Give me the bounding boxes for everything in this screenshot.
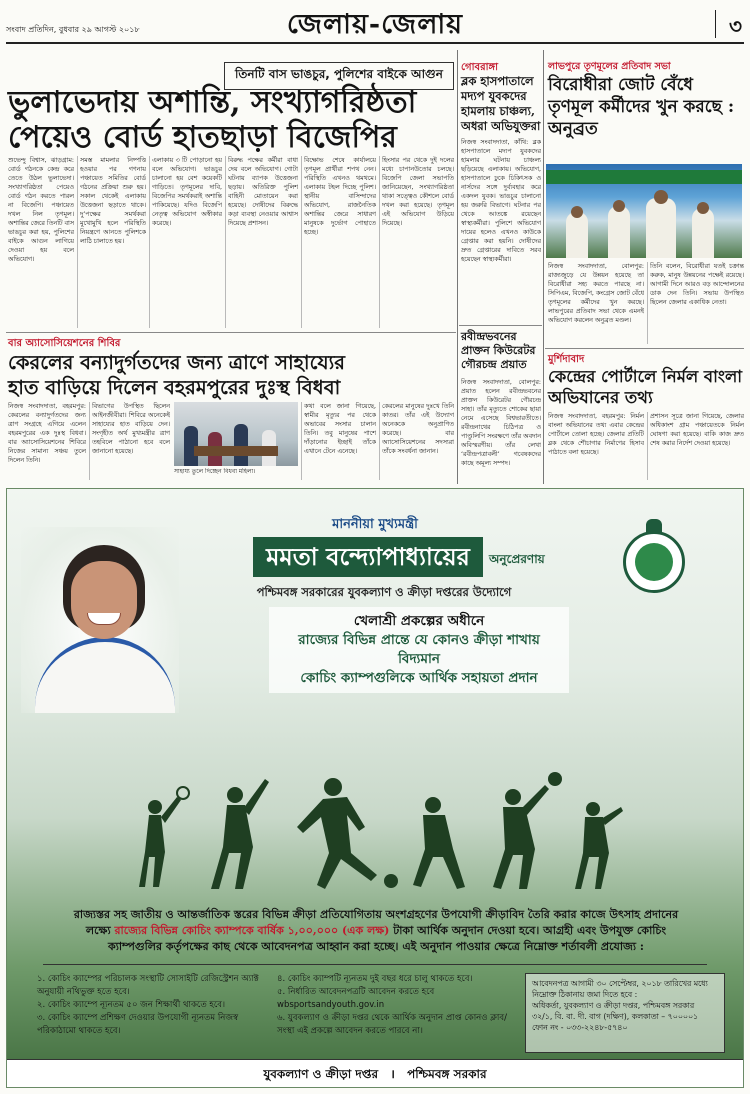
text-column-rule [149,156,150,328]
person-head [697,202,709,214]
rally-photo [546,164,742,258]
text-column-rule [379,156,380,328]
section-divider [545,348,744,349]
section-title: জেলায়-জেলায় [286,9,464,40]
text-column-rule [647,412,648,480]
info-line: অধিকর্তা, যুবকল্যাণ ও ক্রীড়া দপ্তর, পশ্চিমবঙ্গ সরকার [532,1001,695,1010]
ad-body-line: টাকা আর্থিক অনুদান দেওয়া হবে। আগ্রহী এবং উপযুক্ত কোচিং ক্যাম্পগুলির কর্তৃপক্ষের কাছ থেকে [108,924,667,953]
desk [194,446,278,456]
condition-item: ৪. কোচিং ক্যাম্পটি ন্যূনতম দুই বছর ধরে চালু থাকতে হবে। [277,974,473,984]
khelashree-advertisement [6,488,744,1088]
text-column-rule [89,402,90,480]
story-kicker: গোবরাঙ্গা [461,62,499,73]
person-figure [234,424,248,466]
text-column-rule [379,402,380,480]
story-body: সমস্ত মামলার নিষ্পত্তি হওয়ার পর গণনায় পঞ্চায়েত সমিতির বোর্ড গঠনের প্রক্রিয়া শুরু হয়। সকাল থেকেই এলাকায় উত্তেজনা ছড়াতে থাকে। দু’পক্ষের সমর্থকরা মুখোমুখি হলে পরিস্থিতি নিয়ন্ত্রণে আনতে পুলিশকে লাঠি চালাতে হয়। [80,157,146,245]
tennis-player-icon [575,802,623,889]
story-headline[interactable] [8,350,456,400]
emblem-core [635,543,673,581]
person-figure [692,208,714,258]
headline-line: ভুলাভেদায় অশান্তি, সংখ্যাগরিষ্ঠতা [8,85,417,120]
info-line: আবেদনপত্র আগামী ৩০ সেপ্টেম্বর, ২০১৮ তারিখের মধ্যে নিম্নোক্ত ঠিকানায় জমা দিতে হবে : [532,979,708,999]
scheme-line: রাজ্যের বিভিন্ন প্রান্তে যে কোনও ক্রীড়া শাখায় বিদ্যমান [298,632,540,667]
ad-name-tail: অনুপ্রেরণায় [489,552,545,566]
story-body: হিংসার পর থেকে দুই দলের মধ্যে চাপানউতোর চলছে। বিজেপি জেলা সভাপতি জানিয়েছেন, সংখ্যাগরিষ্ঠতা থাকা সত্ত্বেও কৌশলে বোর্ড দখল করা হয়েছে। তৃণমূল এই অভিযোগ উড়িয়ে দিয়েছে। [382,157,454,227]
text-column-rule [647,262,648,344]
story-body: প্রশাসন সূত্রে জানা গিয়েছে, জেলার অধিকাংশ গ্রাম পঞ্চায়েতকে নির্মল ঘোষণা করা হয়েছে। বাকি কাজ দ্রুত শেষ করার নির্দেশ দেওয়া হয়েছে। [650,413,744,447]
cricketer-icon [211,779,269,889]
masthead [6,4,744,44]
story-body: বিরুদ্ধ পক্ষের কর্মীরা বাধা দেয় বলে অভিযোগ। গোটা ঘটনায় ব্যাপক উত্তেজনা ছড়ায়। অতিরিক্ত পুলিশ বাহিনী মোতায়েন করা হয়েছে। দোষীদের বিরুদ্ধে কড়া ব্যবস্থা নেওয়ার আশ্বাস দিয়েছে প্রশাসন। [228,157,298,227]
ad-body-line: রাজ্যস্তর সহ জাতীয় ও আন্তর্জাতিক স্তরের বিভিন্ন ক্রীড়া প্রতিযোগিতায় অংশগ্রহণের উপযোগী ক্রীড়াবিদ তৈরি [73,908,550,921]
story-body: তিনি বলেন, বিরোধীরা যতই চক্রান্ত করুক, মানুষ উন্নয়নের পক্ষেই রয়েছে। আগামী দিনে আরও বড় আন্দোলনের ডাক দেন তিনি। সভায় উপস্থিত ছিলেন জেলার একাধিক নেতা। [650,263,744,306]
conditions-list-left [37,973,267,1038]
ad-name: মমতা বন্দ্যোপাধ্যায়ের [253,537,483,577]
sports-silhouettes-icon [115,757,635,907]
emblem-icon [619,519,689,597]
story-headline[interactable]: ব্লক হাসপাতালে মদ্যপ যুবকদের হামলায় চাঞ্চল্য, অধরা অভিযুক্তরা [461,74,541,133]
badminton-player-icon [139,787,189,887]
chief-minister-portrait [21,527,179,713]
ad-subheading: পশ্চিমবঙ্গ সরকারের যুবকল্যাণ ও ক্রীড়া দপ্তরের উদ্যোগে [256,585,512,599]
government-name: পশ্চিমবঙ্গ সরকার [407,1067,487,1081]
footer-separator: । [390,1067,395,1081]
ad-kicker: মাননীয়া মুখ্যমন্ত্রী [332,517,418,532]
text-column-rule [301,402,302,480]
info-line: ৩২/১, বি. বা. দী. বাগ (দক্ষিণ), কলকাতা – ৭০০০০১ [532,1012,699,1021]
column-divider [543,50,544,484]
story-body: নিজস্ব সংবাদদাতা, কাঁথি: ব্লক হাসপাতালে মদ্যপ যুবকদের হামলার ঘটনায় চাঞ্চল্য ছড়িয়েছে এলাকায়। অভিযোগ, হাসপাতালে ঢুকে চিকিৎসক ও নার্সদের সঙ্গে দুর্ব্যবহার করে একদল যুবক। ভাঙচুর চালানো হয় জরুরি বিভাগে। ঘটনার পর থেকে আতঙ্কে রয়েছেন স্বাস্থ্যকর্মীরা। পুলিশে অভিযোগ দায়ের হলেও এখনও কাউকে গ্রেপ্তার করা হয়নি। দোষীদের দ্রুত গ্রেপ্তারের দাবিতে সরব হয়েছেন স্বাস্থ্যকর্মীরা। [461,139,541,263]
portrait-face [71,561,137,639]
application-address-box [525,973,725,1053]
headline-line: হাত বাড়িয়ে দিলেন বহরমপুরের দুঃস্থ বিধবা [8,376,341,399]
story-body: বিক্ষোভ শেষে কার্যালয়ে তৃণমূল প্রার্থীরা শপথ নেন। পরিস্থিতি এখনও থমথমে। এলাকায় টহল দিচ্ছে পুলিশ। স্থানীয় বাসিন্দাদের অভিযোগ, রাজনৈতিক অশান্তির জেরে সাধারণ মানুষকে দুর্ভোগ পোহাতে হচ্ছে। [304,157,376,236]
story-headline[interactable]: বিরোধীরা জোট বেঁধে তৃণমূল কর্মীদের খুন করছে : অনুব্রত [548,75,735,139]
ad-body-line: করার কাজে উৎসাহ প্রদানের লক্ষ্যে [85,908,679,937]
page-number: ৩ [728,14,742,38]
ad-divider [43,964,707,965]
person-figure [608,206,630,258]
scheme-line: কোচিং ক্যাম্পগুলিকে আর্থিক সহায়তা প্রদান [300,670,538,686]
text-column-rule [301,156,302,328]
story-body: কথা বলে জানা গিয়েছে, স্বামীর মৃত্যুর পর থেকে অভাবের সংসার চালান তিনি। তবু মানুষের পাশে দাঁড়ানোর ইচ্ছাই তাঁকে এখানে টেনে এনেছে। [304,403,376,455]
person-head [654,190,668,204]
department-name: যুবকল্যাণ ও ক্রীড়া দপ্তর [263,1067,379,1081]
story-kicker: লাভপুরে তৃণমূলের প্রতিবাদ সভা [548,61,671,72]
scheme-line: খেলাশ্রী প্রকল্পের অধীনে [353,613,485,629]
text-column-rule [77,156,78,328]
condition-item: ৬. যুবকল্যাণ ও ক্রীড়া দপ্তর থেকে আর্থিক অনুদান প্রাপ্ত কোনও ক্লাব/সংস্থা এই প্রকল্পে আবেদন করতে পারবে না। [277,1013,507,1036]
camp-photo [174,402,298,466]
issue-date: সংবাদ প্রতিদিন, বুধবার ২৯ আগস্ট ২০১৮ [6,25,140,34]
story-body: নিজস্ব সংবাদদাতা, বোলপুর: রাজ্যজুড়ে যে উন্নয়ন হয়েছে তা বিরোধীরা সহ্য করতে পারছে না। সিপিএম, বিজেপি, কংগ্রেস জোট বেঁধে তৃণমূলের কর্মীদের খুন করছে। লাভপুরের প্রতিবাদ সভা থেকে এমনই অভিযোগ করলেন অনুব্রত মণ্ডল। [548,263,644,324]
person-figure [566,212,588,258]
section-divider [6,332,456,333]
story-headline[interactable]: কেন্দ্রের পোর্টালে নির্মল বাংলা অভিযানের তথ্য [548,367,743,407]
story-body: শুভেন্দু বিশ্বাস, ঝাড়গ্রাম: বোর্ড গঠনকে কেন্দ্র করে তেতে উঠল ভুলাভেদা। সংখ্যাগরিষ্ঠতা পেয়েও বোর্ড গঠন করতে পারল না বিজেপি। পঞ্চায়েত দখল নিল তৃণমূল। অশান্তির জেরে তিনটি বাস ভাঙচুর করা হয়, পুলিশের বাইকে আগুন লাগিয়ে দেওয়া হয় বলে অভিযোগ। [8,157,74,263]
grant-amount: রাজ্যের বিভিন্ন কোচিং ক্যাম্পকে বার্ষিক ১,০০,০০০ (এক লক্ষ) [114,924,390,937]
story-kicker: মুর্শিদাবাদ [548,354,585,365]
story-body: নিজস্ব সংবাদদাতা, বহরমপুর: নির্মল বাংলা অভিযানের তথ্য এবার কেন্দ্রের পোর্টালে তোলা হচ্ছে। জেলার প্রতিটি ব্লক থেকে শৌচাগার নির্মাণের হিসাব পাঠাতে বলা হয়েছে। [548,413,644,456]
ad-footer [7,1059,743,1087]
runner-icon [413,797,465,889]
masthead-divider [715,10,716,38]
ad-body-line: আবেদনপত্র আহ্বান করা হচ্ছে। এই অনুদান পাওয়ার ক্ষেত্রে নিম্নোক্ত শর্তাবলী প্রযোজ্য : [261,940,644,953]
conditions-list-mid [277,973,513,1038]
story-body: কেরলের মানুষের দুঃখে তিনি কাতর। তাঁর এই উদ্যোগ অনেককে অনুপ্রাণিত করেছে। বার অ্যাসোসিয়েশনের সদস্যরা তাঁকে সংবর্ধনা জানান। [382,403,454,455]
story-headline[interactable] [8,86,456,155]
story-kicker: বার অ্যাসোসিয়েশনের শিবির [8,338,121,349]
speaker-figure [646,198,676,258]
headline-line: কেরলের বন্যাদুর্গতদের জন্য ত্রাণে সাহায্যের [8,351,346,374]
story-body: এলাকায় ৩ টি পোড়ানো হয় বলে অভিযোগ। ভাঙচুর চালানো হয় বেশ কয়েকটি গাড়িতে। তৃণমূলের দাবি, বিজেপির সমর্থকরাই অশান্তি পাকিয়েছে। যদিও বিজেপি নেতৃত্ব অভিযোগ অস্বীকার করেছে। [152,157,222,227]
volleyball-player-icon [493,772,562,889]
story-body: বিভাগের উপস্থিত ছিলেন আইনজীবীরা। শিবিরে অনেকেই সাহায্যের হাত বাড়িয়ে দেন। সংগৃহীত অর্থ মুখ্যমন্ত্রীর ত্রাণ তহবিলে পাঠানো হবে বলে জানানো হয়েছে। [92,403,170,455]
column-divider [457,50,458,484]
condition-item: ৫. নির্ধারিত আবেদনপত্রটি আবেদন করতে হবে wbsportsandyouth.gov.in [277,987,435,1010]
section-divider [459,325,542,326]
story-headline[interactable]: রবীন্দ্রভবনের প্রাক্তন কিউরেটর গৌরচন্দ্র প্রয়াত [461,330,536,371]
story-body: নিজস্ব সংবাদদাতা, বহরমপুর: কেরলের বন্যাদুর্গতদের জন্য ত্রাণ সংগ্রহে এগিয়ে এলেন বহরমপুরের এক দুঃস্থ বিধবা। বার অ্যাসোসিয়েশনের শিবিরে নিজের সামান্য সঞ্চয় তুলে দিলেন তিনি। [8,403,86,464]
stage-banner [546,170,742,184]
condition-item: ১. কোচিং ক্যাম্পের পরিচালক সংস্থাটি সোসাইটি রেজিস্ট্রেশন অ্যাক্ট অনুযায়ী নথিভুক্ত হতে হবে। [37,974,259,997]
story-body: নিজস্ব সংবাদদাতা, বোলপুর: প্রয়াত হলেন রবীন্দ্রভবনের প্রাক্তন কিউরেটর গৌরচন্দ্র সাহা। তাঁর মৃত্যুতে শোকের ছায়া নেমে এসেছে বিশ্বভারতীতে। রবীন্দ্রনাথের চিঠিপত্র ও পাণ্ডুলিপি সংরক্ষণে তাঁর অবদান অবিস্মরণীয়। তাঁর লেখা ‘রবীন্দ্রপত্রাবলী’ গবেষকদের কাছে অমূল্য সম্পদ। [461,379,541,467]
football-player-icon [297,778,398,889]
person-head [613,200,625,212]
ad-body [71,907,681,955]
condition-item: ২. কোচিং ক্যাম্পে ন্যূনতম ৫০ জন শিক্ষার্থী থাকতে হবে। [37,1000,226,1010]
info-line: ফোন নং - ০৩৩-২২৪৮-৫৭৪০ [532,1023,628,1032]
headline-line: পেয়েও বোর্ড হাতছাড়া বিজেপির [8,119,397,155]
condition-item: ৩. কোচিং ক্যাম্পে প্রশিক্ষণ দেওয়ার উপযোগী ন্যূনতম নিজস্ব পরিকাঠামো থাকতে হবে। [37,1013,239,1036]
photo-caption: সাহায্য তুলে দিচ্ছেন বিধবা মহিলা। [174,468,256,475]
text-column-rule [225,156,226,328]
person-head [571,206,583,218]
story-kicker: তিনটি বাস ভাঙচুর, পুলিশের বাইকে আগুন [224,62,454,90]
scheme-box [269,607,569,693]
